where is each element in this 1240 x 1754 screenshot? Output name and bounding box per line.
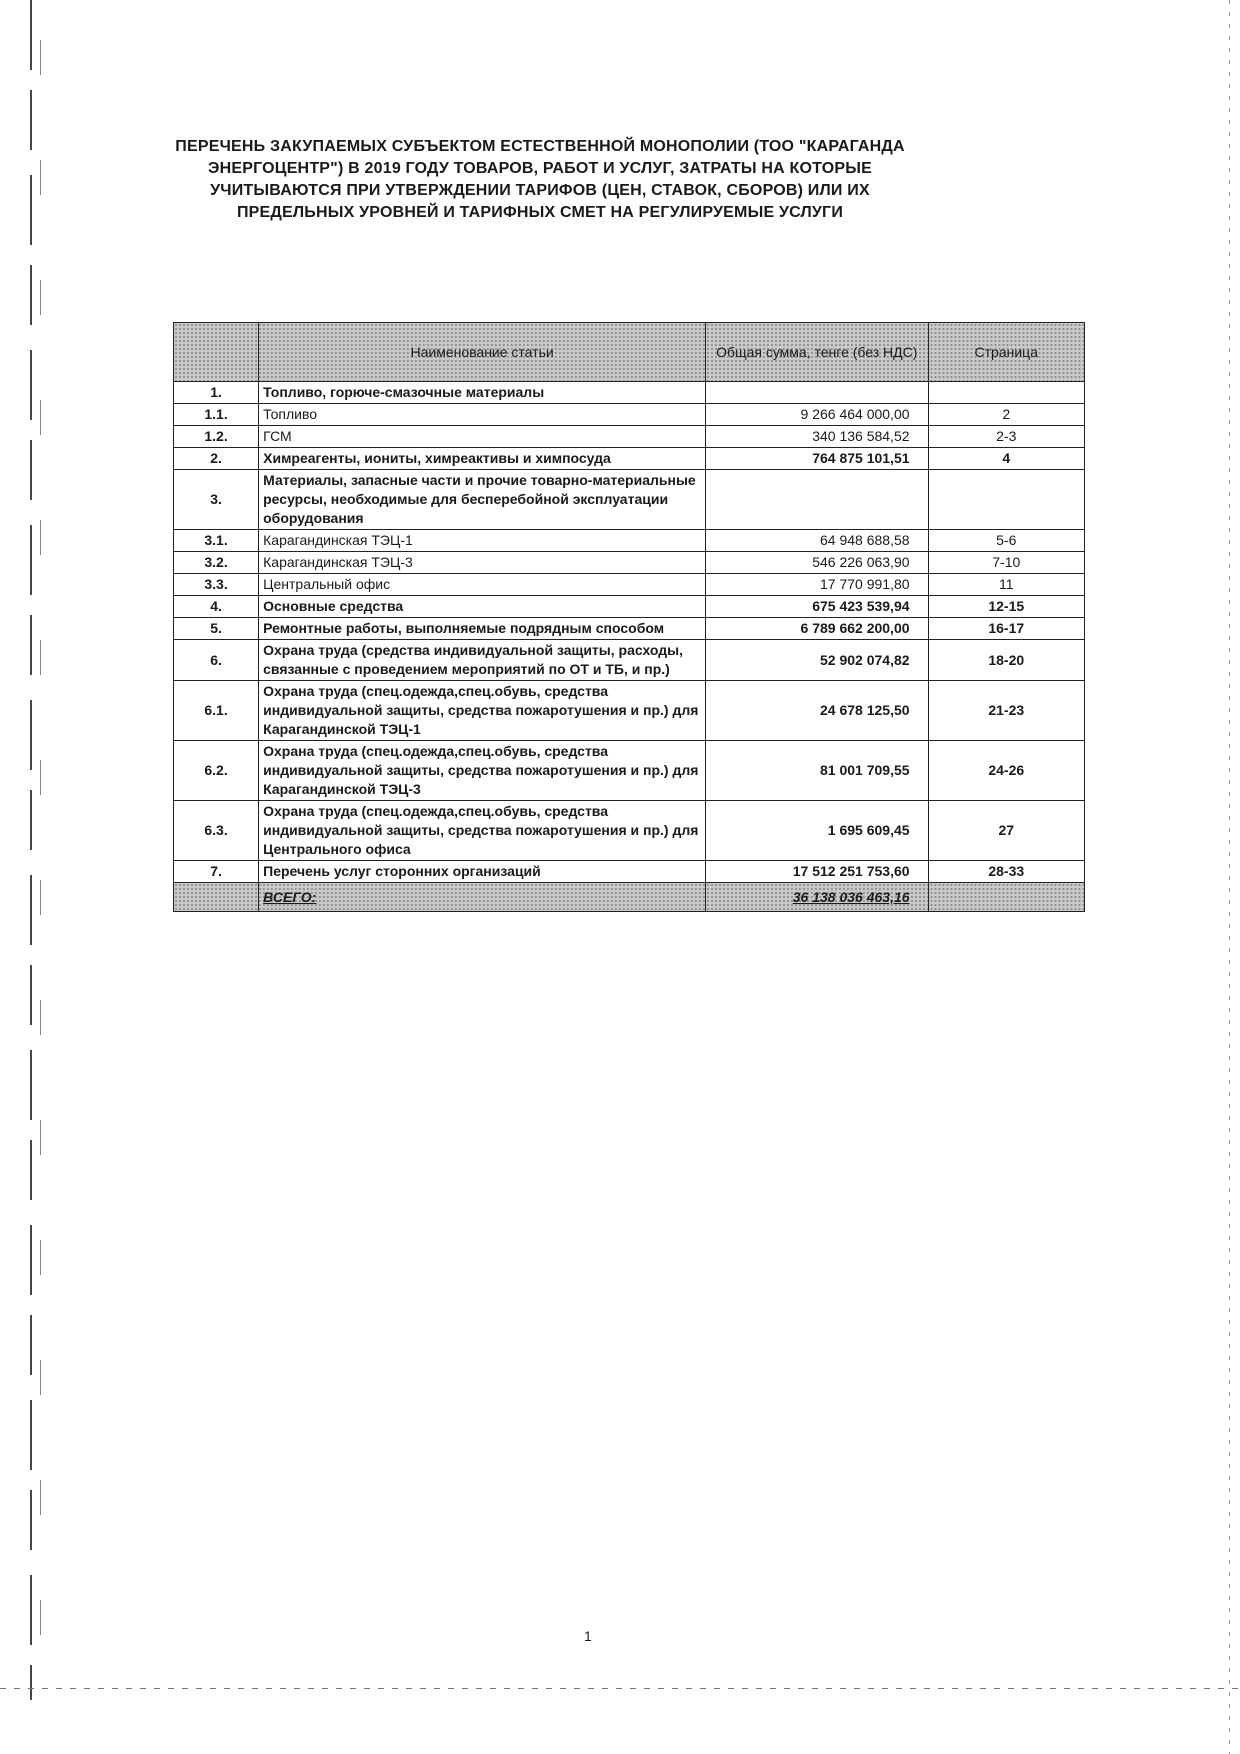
table-row — [174, 596, 1085, 618]
table-row — [174, 861, 1085, 883]
row-page: 27 — [928, 801, 1084, 861]
row-sum: 81 001 709,55 — [706, 741, 928, 801]
total-number — [174, 883, 259, 912]
table-row — [174, 681, 1085, 741]
row-sum — [706, 470, 928, 530]
row-name: Охрана труда (средства индивидуальной защиты, расходы, связанные с проведением мероприятий по ОТ и ТБ, и пр.) — [259, 640, 706, 681]
row-name: Перечень услуг сторонних организаций — [259, 861, 706, 883]
total-sum: 36 138 036 463,16 — [706, 883, 928, 912]
row-number: 7. — [174, 861, 259, 883]
row-name: Карагандинская ТЭЦ-1 — [259, 530, 706, 552]
table-row — [174, 470, 1085, 530]
row-sum: 764 875 101,51 — [706, 448, 928, 470]
header-name: Наименование статьи — [259, 323, 706, 382]
scan-edge-left-secondary — [40, 40, 41, 1680]
row-page: 4 — [928, 448, 1084, 470]
row-name: Ремонтные работы, выполняемые подрядным способом — [259, 618, 706, 640]
row-sum: 17 770 991,80 — [706, 574, 928, 596]
table-row — [174, 741, 1085, 801]
row-number: 6.1. — [174, 681, 259, 741]
row-number: 6.3. — [174, 801, 259, 861]
row-sum: 17 512 251 753,60 — [706, 861, 928, 883]
row-sum: 340 136 584,52 — [706, 426, 928, 448]
table-row — [174, 448, 1085, 470]
row-page: 2-3 — [928, 426, 1084, 448]
table-row — [174, 404, 1085, 426]
row-page: 7-10 — [928, 552, 1084, 574]
row-sum: 64 948 688,58 — [706, 530, 928, 552]
row-name: Карагандинская ТЭЦ-3 — [259, 552, 706, 574]
row-page: 5-6 — [928, 530, 1084, 552]
row-number: 6.2. — [174, 741, 259, 801]
table-row — [174, 640, 1085, 681]
row-page: 28-33 — [928, 861, 1084, 883]
table-header-row — [174, 323, 1085, 382]
page-number: 1 — [584, 1628, 592, 1644]
table-row — [174, 552, 1085, 574]
row-sum — [706, 382, 928, 404]
row-name: Материалы, запасные части и прочие товарно-материальные ресурсы, необходимые для бесперебойной эксплуатации оборудования — [259, 470, 706, 530]
row-number: 1.1. — [174, 404, 259, 426]
scan-edge-left — [30, 0, 32, 1700]
table-row — [174, 426, 1085, 448]
row-page: 12-15 — [928, 596, 1084, 618]
table-row — [174, 618, 1085, 640]
row-page: 21-23 — [928, 681, 1084, 741]
header-page: Страница — [928, 323, 1084, 382]
row-page: 16-17 — [928, 618, 1084, 640]
row-name: Химреагенты, иониты, химреактивы и химпосуда — [259, 448, 706, 470]
row-page: 18-20 — [928, 640, 1084, 681]
row-page: 24-26 — [928, 741, 1084, 801]
row-sum: 24 678 125,50 — [706, 681, 928, 741]
row-name: Основные средства — [259, 596, 706, 618]
row-page — [928, 382, 1084, 404]
row-sum: 6 789 662 200,00 — [706, 618, 928, 640]
total-page — [928, 883, 1084, 912]
row-name: ГСМ — [259, 426, 706, 448]
row-number: 4. — [174, 596, 259, 618]
total-label: ВСЕГО: — [259, 883, 706, 912]
row-name: Топливо — [259, 404, 706, 426]
row-number: 2. — [174, 448, 259, 470]
row-name: Центральный офис — [259, 574, 706, 596]
row-page — [928, 470, 1084, 530]
row-name: Топливо, горюче-смазочные материалы — [259, 382, 706, 404]
row-sum: 546 226 063,90 — [706, 552, 928, 574]
row-number: 1. — [174, 382, 259, 404]
row-number: 3.2. — [174, 552, 259, 574]
row-number: 3.1. — [174, 530, 259, 552]
row-sum: 1 695 609,45 — [706, 801, 928, 861]
table-row — [174, 530, 1085, 552]
row-name: Охрана труда (спец.одежда,спец.обувь, средства индивидуальной защиты, средства пожаротушения и пр.) для Карагандинской ТЭЦ-1 — [259, 681, 706, 741]
row-sum: 675 423 539,94 — [706, 596, 928, 618]
row-page: 2 — [928, 404, 1084, 426]
row-number: 5. — [174, 618, 259, 640]
row-sum: 52 902 074,82 — [706, 640, 928, 681]
table-row — [174, 574, 1085, 596]
row-number: 3.3. — [174, 574, 259, 596]
table-body — [174, 382, 1085, 883]
table-row — [174, 382, 1085, 404]
header-number — [174, 323, 259, 382]
row-number: 3. — [174, 470, 259, 530]
row-sum: 9 266 464 000,00 — [706, 404, 928, 426]
row-name: Охрана труда (спец.одежда,спец.обувь, средства индивидуальной защиты, средства пожаротушения и пр.) для Центрального офиса — [259, 801, 706, 861]
row-name: Охрана труда (спец.одежда,спец.обувь, средства индивидуальной защиты, средства пожаротушения и пр.) для Карагандинской ТЭЦ-3 — [259, 741, 706, 801]
document-title: ПЕРЕЧЕНЬ ЗАКУПАЕМЫХ СУБЪЕКТОМ ЕСТЕСТВЕННОЙ МОНОПОЛИИ (ТОО "КАРАГАНДА ЭНЕРГОЦЕНТР") В 2019 ГОДУ ТОВАРОВ, РАБОТ И УСЛУГ, ЗАТРАТЫ НА КОТОРЫЕ УЧИТЫВАЮТСЯ ПРИ УТВЕРЖДЕНИИ ТАРИФОВ (ЦЕН, СТАВОК, СБОРОВ) ИЛИ ИХ ПРЕДЕЛЬНЫХ УРОВНЕЙ И ТАРИФНЫХ СМЕТ НА РЕГУЛИРУЕМЫЕ УСЛУГИ — [175, 138, 905, 221]
total-row — [174, 883, 1085, 912]
row-number: 1.2. — [174, 426, 259, 448]
header-sum: Общая сумма, тенге (без НДС) — [706, 323, 928, 382]
scan-edge-right — [1229, 0, 1230, 1754]
table-row — [174, 801, 1085, 861]
row-page: 11 — [928, 574, 1084, 596]
row-number: 6. — [174, 640, 259, 681]
procurement-table — [173, 322, 1085, 912]
scan-edge-bottom — [0, 1688, 1240, 1689]
